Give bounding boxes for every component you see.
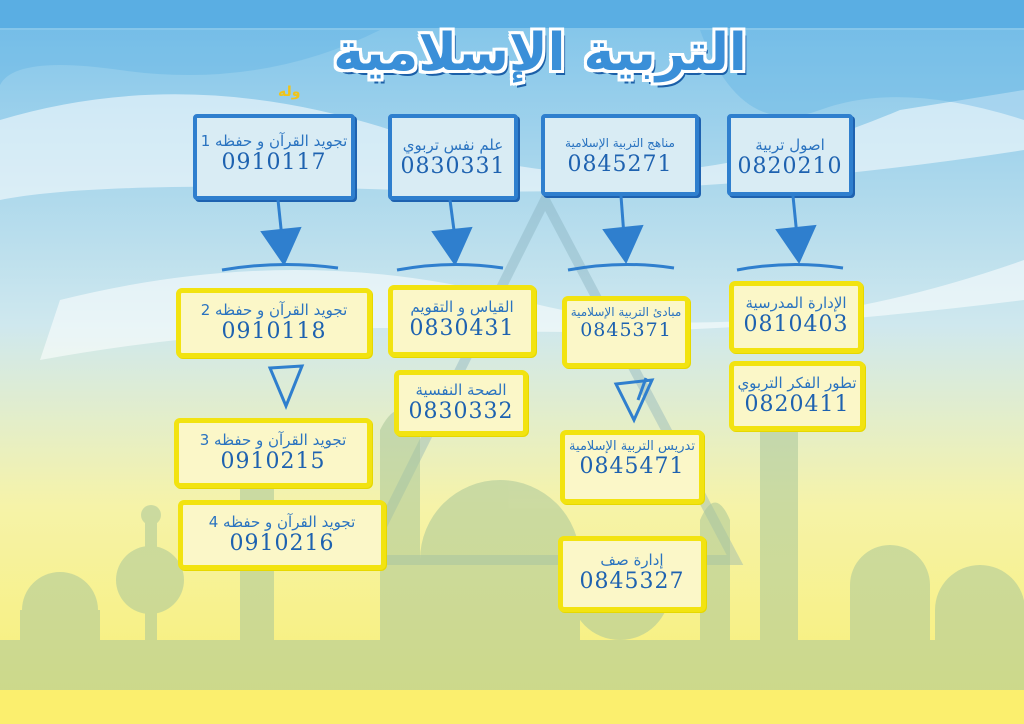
footer-band	[0, 690, 1024, 724]
course-code: 0845271	[567, 152, 673, 177]
course-box-c5	[176, 288, 372, 358]
course-box-c13	[178, 500, 386, 570]
course-box-c11	[174, 418, 372, 488]
course-code: 0810403	[743, 312, 849, 337]
course-code: 0845371	[580, 319, 672, 341]
course-box-c8	[729, 281, 863, 353]
course-code: 0910117	[221, 150, 327, 175]
course-name: تجويد القرآن و حفظه 1	[200, 132, 348, 150]
course-box-c10	[729, 361, 865, 431]
course-code: 0820411	[744, 392, 850, 417]
course-name: علم نفس تربوي	[402, 136, 504, 154]
arrow-down-icon	[220, 198, 340, 278]
course-code: 0910215	[220, 449, 326, 474]
arrow-down-icon	[266, 362, 306, 412]
course-name: اصول تربية	[755, 136, 825, 154]
course-name: تجويد القرآن و حفظه 4	[208, 513, 356, 531]
course-box-c12	[560, 430, 704, 504]
course-code: 0845327	[579, 569, 685, 594]
course-box-c7	[562, 296, 690, 368]
course-box-c6	[388, 285, 536, 357]
course-box-c3	[541, 114, 699, 196]
course-code: 0820210	[737, 154, 843, 179]
course-name: تجويد القرآن و حفظه 3	[199, 431, 347, 449]
course-name: مناهج التربية الإسلامية	[565, 136, 675, 150]
course-code: 0830331	[400, 154, 506, 179]
course-code: 0910216	[229, 531, 335, 556]
course-box-c14	[558, 536, 706, 612]
course-name: الصحة النفسية	[415, 381, 507, 399]
tag-label: وله	[278, 84, 301, 100]
arrow-down-icon	[735, 194, 845, 278]
arrow-down-icon	[566, 194, 676, 278]
course-name: إدارة صف	[600, 551, 664, 569]
course-code: 0830332	[408, 399, 514, 424]
course-name: مبادئ التربية الإسلامية	[570, 305, 682, 319]
course-code: 0830431	[409, 316, 515, 341]
course-box-c2	[388, 114, 518, 200]
course-name: القياس و التقويم	[410, 298, 514, 316]
course-name: الإدارة المدرسية	[745, 294, 847, 312]
arrow-down-icon	[395, 198, 505, 278]
course-code: 0910118	[221, 319, 327, 344]
course-name: تطور الفكر التربوي	[737, 374, 857, 392]
course-box-c4	[727, 114, 853, 196]
course-box-c9	[394, 370, 528, 436]
arrow-down-icon	[612, 376, 656, 426]
course-code: 0845471	[579, 454, 685, 479]
course-name: تجويد القرآن و حفظه 2	[200, 301, 348, 319]
course-box-c1	[193, 114, 355, 200]
page-title: التربية الإسلامية	[333, 23, 747, 83]
course-name: تدريس التربية الإسلامية	[569, 439, 695, 454]
